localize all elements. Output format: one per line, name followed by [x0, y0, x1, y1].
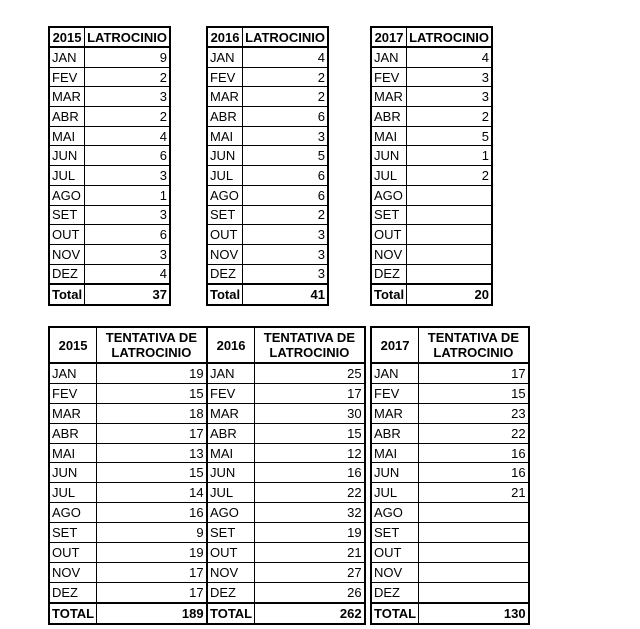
table-row: [207, 244, 328, 264]
column-header: TENTATIVA DE LATROCINIO: [97, 327, 207, 363]
latrocinio-table-2016: [206, 26, 329, 306]
column-header: LATROCINIO: [85, 27, 170, 47]
value-cell: 3: [243, 126, 328, 146]
table-row: [371, 503, 529, 523]
table-row: [207, 126, 328, 146]
month-cell: FEV: [207, 67, 243, 87]
value-cell: 3: [243, 264, 328, 284]
value-cell: 22: [255, 483, 365, 503]
value-cell: 4: [85, 126, 170, 146]
year-header: 2017: [371, 327, 419, 363]
value-cell: 6: [243, 166, 328, 186]
table-row: [371, 483, 529, 503]
table-row: [49, 503, 207, 523]
table-row: [207, 383, 365, 403]
month-cell: DEZ: [371, 264, 407, 284]
table-row: [207, 166, 328, 186]
table-row: [49, 87, 170, 107]
value-cell: 9: [85, 47, 170, 67]
value-cell: 30: [255, 403, 365, 423]
month-cell: OUT: [49, 543, 97, 563]
value-cell: 6: [243, 107, 328, 127]
table-row: [49, 185, 170, 205]
table-row: [49, 543, 207, 563]
month-cell: AGO: [207, 503, 255, 523]
month-cell: JUN: [371, 146, 407, 166]
month-cell: SET: [49, 523, 97, 543]
value-cell: 17: [97, 562, 207, 582]
table-row: [371, 523, 529, 543]
value-cell: 3: [85, 166, 170, 186]
value-cell: 3: [407, 67, 492, 87]
month-cell: MAI: [371, 126, 407, 146]
table-row: [207, 443, 365, 463]
table-row: [207, 363, 365, 383]
month-cell: MAR: [207, 403, 255, 423]
value-cell: 13: [97, 443, 207, 463]
month-cell: SET: [49, 205, 85, 225]
value-cell: 2: [85, 107, 170, 127]
table-row: [207, 225, 328, 245]
table-row: [371, 67, 492, 87]
month-cell: JAN: [371, 363, 419, 383]
value-cell: 2: [85, 67, 170, 87]
month-cell: JAN: [49, 363, 97, 383]
month-cell: AGO: [371, 503, 419, 523]
month-cell: OUT: [49, 225, 85, 245]
table-row: [371, 562, 529, 582]
table-row: [371, 403, 529, 423]
value-cell: [407, 244, 492, 264]
month-cell: JAN: [49, 47, 85, 67]
table-row: [371, 47, 492, 67]
value-cell: 6: [85, 146, 170, 166]
table-row: [207, 582, 365, 602]
total-value: 130: [419, 603, 529, 624]
value-cell: 4: [85, 264, 170, 284]
value-cell: 5: [407, 126, 492, 146]
table-row: [49, 225, 170, 245]
month-cell: JUN: [207, 463, 255, 483]
month-cell: MAR: [207, 87, 243, 107]
month-cell: JAN: [207, 47, 243, 67]
value-cell: 5: [243, 146, 328, 166]
table-row: [207, 146, 328, 166]
column-header: TENTATIVA DE LATROCINIO: [255, 327, 365, 363]
month-cell: NOV: [371, 244, 407, 264]
value-cell: 17: [255, 383, 365, 403]
value-cell: 23: [419, 403, 529, 423]
total-value: 41: [243, 284, 328, 305]
table-row: [207, 205, 328, 225]
tentativa-table-2016: [206, 326, 366, 625]
month-cell: JUL: [49, 483, 97, 503]
month-cell: NOV: [49, 562, 97, 582]
table-row: [49, 443, 207, 463]
table-row: [207, 264, 328, 284]
month-cell: JUL: [371, 483, 419, 503]
column-header: TENTATIVA DE LATROCINIO: [419, 327, 529, 363]
value-cell: 9: [97, 523, 207, 543]
table-row: [49, 582, 207, 602]
table-row: [207, 483, 365, 503]
table-row: [49, 166, 170, 186]
table-row: [49, 244, 170, 264]
value-cell: 2: [243, 87, 328, 107]
total-row: [371, 603, 529, 624]
total-label: TOTAL: [49, 603, 97, 624]
total-value: 37: [85, 284, 170, 305]
value-cell: 15: [255, 423, 365, 443]
table-row: [207, 523, 365, 543]
year-header: 2016: [207, 27, 243, 47]
month-cell: OUT: [371, 225, 407, 245]
table-row: [49, 363, 207, 383]
table-row: [371, 244, 492, 264]
column-header: LATROCINIO: [243, 27, 328, 47]
month-cell: SET: [207, 523, 255, 543]
month-cell: DEZ: [371, 582, 419, 602]
month-cell: FEV: [371, 67, 407, 87]
value-cell: 12: [255, 443, 365, 463]
value-cell: 16: [97, 503, 207, 523]
value-cell: 6: [85, 225, 170, 245]
table-row: [371, 107, 492, 127]
table-row: [371, 205, 492, 225]
month-cell: DEZ: [207, 582, 255, 602]
table-row: [207, 463, 365, 483]
month-cell: FEV: [371, 383, 419, 403]
total-row: [207, 284, 328, 305]
month-cell: MAI: [371, 443, 419, 463]
table-row: [371, 264, 492, 284]
month-cell: FEV: [49, 383, 97, 403]
value-cell: 1: [85, 185, 170, 205]
value-cell: 19: [97, 543, 207, 563]
value-cell: [419, 582, 529, 602]
value-cell: [407, 185, 492, 205]
table-row: [371, 543, 529, 563]
table-row: [49, 205, 170, 225]
month-cell: AGO: [49, 503, 97, 523]
month-cell: NOV: [49, 244, 85, 264]
value-cell: 16: [419, 463, 529, 483]
month-cell: MAR: [371, 403, 419, 423]
value-cell: [407, 264, 492, 284]
month-cell: JAN: [371, 47, 407, 67]
value-cell: 2: [407, 166, 492, 186]
month-cell: JAN: [207, 363, 255, 383]
tentativa-table-2015: [48, 326, 208, 625]
table-row: [371, 383, 529, 403]
month-cell: SET: [371, 523, 419, 543]
month-cell: SET: [207, 205, 243, 225]
month-cell: ABR: [371, 423, 419, 443]
value-cell: [407, 205, 492, 225]
value-cell: 32: [255, 503, 365, 523]
value-cell: 17: [97, 423, 207, 443]
value-cell: 3: [85, 87, 170, 107]
total-row: [207, 603, 365, 624]
month-cell: MAI: [49, 126, 85, 146]
latrocinio-table-2015: [48, 26, 171, 306]
total-row: [49, 284, 170, 305]
total-value: 262: [255, 603, 365, 624]
table-row: [371, 443, 529, 463]
month-cell: JUN: [371, 463, 419, 483]
table-row: [207, 562, 365, 582]
month-cell: OUT: [371, 543, 419, 563]
table-row: [49, 403, 207, 423]
value-cell: 2: [243, 67, 328, 87]
tentativa-table-2017: [370, 326, 530, 625]
value-cell: 15: [97, 383, 207, 403]
month-cell: JUL: [207, 166, 243, 186]
table-row: [207, 185, 328, 205]
table-row: [49, 483, 207, 503]
month-cell: ABR: [49, 107, 85, 127]
month-cell: ABR: [371, 107, 407, 127]
value-cell: [419, 543, 529, 563]
value-cell: 6: [243, 185, 328, 205]
year-header: 2015: [49, 327, 97, 363]
value-cell: 27: [255, 562, 365, 582]
month-cell: JUL: [49, 166, 85, 186]
table-row: [207, 107, 328, 127]
month-cell: OUT: [207, 543, 255, 563]
value-cell: 15: [419, 383, 529, 403]
month-cell: NOV: [207, 562, 255, 582]
month-cell: JUN: [49, 146, 85, 166]
month-cell: MAI: [207, 443, 255, 463]
table-row: [207, 543, 365, 563]
total-row: [371, 284, 492, 305]
table-row: [371, 166, 492, 186]
table-row: [49, 67, 170, 87]
value-cell: 3: [85, 205, 170, 225]
value-cell: [419, 523, 529, 543]
value-cell: [407, 225, 492, 245]
value-cell: 25: [255, 363, 365, 383]
table-row: [371, 146, 492, 166]
table-row: [371, 423, 529, 443]
month-cell: NOV: [371, 562, 419, 582]
year-header: 2016: [207, 327, 255, 363]
month-cell: OUT: [207, 225, 243, 245]
value-cell: 2: [243, 205, 328, 225]
total-value: 189: [97, 603, 207, 624]
value-cell: 3: [85, 244, 170, 264]
year-header: 2015: [49, 27, 85, 47]
month-cell: DEZ: [49, 582, 97, 602]
total-value: 20: [407, 284, 492, 305]
month-cell: ABR: [207, 423, 255, 443]
month-cell: FEV: [49, 67, 85, 87]
month-cell: MAI: [207, 126, 243, 146]
value-cell: 21: [419, 483, 529, 503]
value-cell: 15: [97, 463, 207, 483]
value-cell: 17: [419, 363, 529, 383]
value-cell: 14: [97, 483, 207, 503]
table-row: [207, 503, 365, 523]
month-cell: ABR: [207, 107, 243, 127]
latrocinio-table-2017: [370, 26, 493, 306]
value-cell: 2: [407, 107, 492, 127]
month-cell: AGO: [49, 185, 85, 205]
month-cell: MAI: [49, 443, 97, 463]
month-cell: JUN: [49, 463, 97, 483]
table-row: [49, 383, 207, 403]
month-cell: JUL: [207, 483, 255, 503]
table-row: [371, 225, 492, 245]
table-row: [49, 562, 207, 582]
value-cell: 19: [97, 363, 207, 383]
table-row: [371, 582, 529, 602]
table-row: [207, 403, 365, 423]
value-cell: 4: [407, 47, 492, 67]
month-cell: AGO: [207, 185, 243, 205]
value-cell: 19: [255, 523, 365, 543]
value-cell: 4: [243, 47, 328, 67]
total-label: Total: [49, 284, 85, 305]
month-cell: SET: [371, 205, 407, 225]
table-row: [371, 185, 492, 205]
month-cell: MAR: [49, 403, 97, 423]
value-cell: 21: [255, 543, 365, 563]
month-cell: NOV: [207, 244, 243, 264]
table-row: [371, 126, 492, 146]
month-cell: ABR: [49, 423, 97, 443]
total-label: Total: [371, 284, 407, 305]
month-cell: AGO: [371, 185, 407, 205]
value-cell: [419, 503, 529, 523]
table-row: [49, 423, 207, 443]
value-cell: 16: [255, 463, 365, 483]
total-label: TOTAL: [207, 603, 255, 624]
value-cell: 3: [243, 225, 328, 245]
table-row: [49, 264, 170, 284]
month-cell: DEZ: [49, 264, 85, 284]
table-row: [371, 463, 529, 483]
month-cell: JUL: [371, 166, 407, 186]
value-cell: 18: [97, 403, 207, 423]
table-row: [207, 87, 328, 107]
value-cell: 3: [407, 87, 492, 107]
value-cell: 3: [243, 244, 328, 264]
value-cell: 1: [407, 146, 492, 166]
table-row: [49, 523, 207, 543]
value-cell: 22: [419, 423, 529, 443]
month-cell: DEZ: [207, 264, 243, 284]
month-cell: MAR: [49, 87, 85, 107]
table-row: [49, 146, 170, 166]
table-row: [49, 463, 207, 483]
table-row: [49, 47, 170, 67]
column-header: LATROCINIO: [407, 27, 492, 47]
table-row: [207, 423, 365, 443]
table-row: [371, 87, 492, 107]
month-cell: MAR: [371, 87, 407, 107]
month-cell: JUN: [207, 146, 243, 166]
table-row: [371, 363, 529, 383]
value-cell: 16: [419, 443, 529, 463]
total-label: Total: [207, 284, 243, 305]
value-cell: 17: [97, 582, 207, 602]
table-row: [207, 67, 328, 87]
table-row: [49, 126, 170, 146]
month-cell: FEV: [207, 383, 255, 403]
table-row: [49, 107, 170, 127]
year-header: 2017: [371, 27, 407, 47]
total-label: TOTAL: [371, 603, 419, 624]
value-cell: 26: [255, 582, 365, 602]
total-row: [49, 603, 207, 624]
table-row: [207, 47, 328, 67]
value-cell: [419, 562, 529, 582]
